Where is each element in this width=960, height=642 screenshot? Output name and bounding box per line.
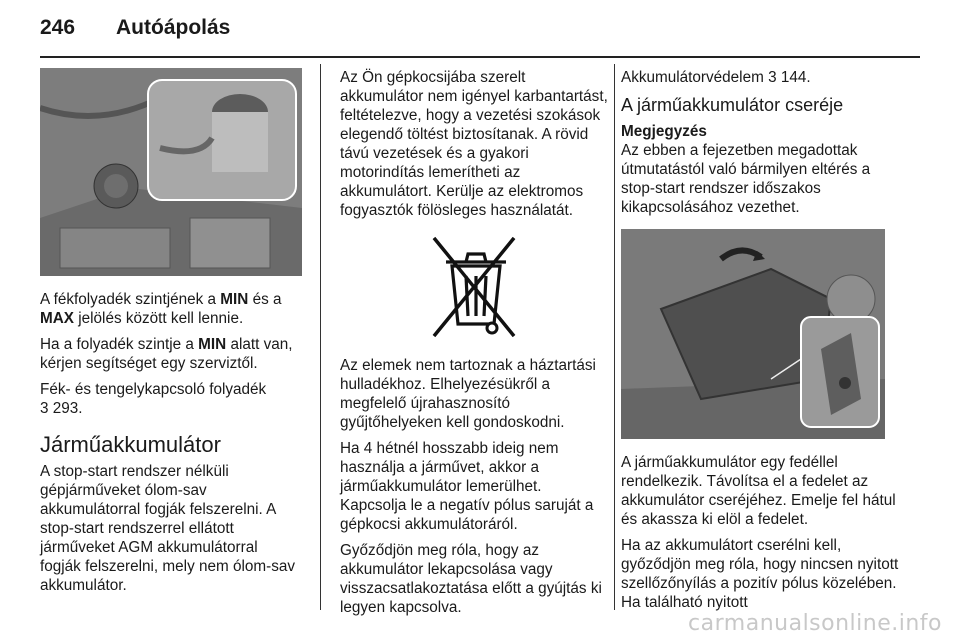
battery-disposal-text: Az elemek nem tartoznak a háztartási hulladékhoz. Elhelyezésükről a megfelelő újrahasznosító gyűjtőhelyeken kell gondoskodni. (340, 357, 596, 431)
column-divider-right (614, 64, 615, 610)
page-header (40, 16, 920, 46)
page-ref-icon: 3 (768, 69, 777, 86)
column-3 (621, 68, 903, 619)
battery-ignition-text: Győződjön meg róla, hogy az akkumulátor lekapcsolása vagy visszacsatlakoztatása előtt a gyújtás ki legyen kapcsolva. (340, 542, 602, 616)
column-1 (40, 68, 302, 602)
page-ref-icon: 3 (40, 400, 49, 417)
page-ref-link[interactable]: 293. (52, 400, 83, 417)
note-label: Megjegyzés (621, 123, 707, 140)
page-ref-link[interactable]: 144. (780, 69, 811, 86)
battery-disconnect-text: Kapcsolja le a negatív pólus saruját a gépkocsi akkumulátoráról. (340, 497, 594, 533)
note-text: Az ebben a fejezetben megadottak útmutatástól való bármilyen eltérés a stop-start rendszer időszakos kikapcsolásához vezethet. (621, 142, 871, 216)
crossed-out-wheelie-bin-icon (428, 232, 520, 342)
battery-protection-reference: Akkumulátorvédelem 3 144. (621, 69, 811, 86)
page-number: 246 (40, 16, 76, 39)
column-divider-left (320, 64, 321, 610)
watermark: carmanualsonline.info (688, 611, 942, 636)
brake-fluid-reservoir-image (40, 68, 302, 276)
section-heading-battery: Járműakkumulátor (40, 432, 221, 457)
header-rule (40, 56, 920, 58)
brake-fluid-level-text: A fékfolyadék szintjének a MIN és a MAX jelölés között kell lennie. (40, 291, 282, 327)
page-title: Autóápolás (116, 16, 231, 39)
brake-fluid-reference: Fék- és tengelykapcsoló folyadék 3 293. (40, 381, 267, 417)
battery-replacement-vent-text: Ha az akkumulátort cserélni kell, győződjön meg róla, hogy nincsen nyitott szellőzőnyílás a pozitív pólus közelében. Ha található nyitott (621, 537, 899, 611)
battery-storage-text: Ha 4 hétnél hosszabb ideig nem használja a járművet, akkor a járműakkumulátor lemerülhet. (340, 440, 559, 495)
battery-type-text: A stop-start rendszer nélküli gépjárműveket ólom-sav akkumulátorral fogják felszerelni. A stop-start rendszerrel ellátott járműveket AGM akkumulátorral fogják felszerelni, mely nem ólom-sav akkumulátor. (40, 463, 296, 594)
battery-cover-image (621, 229, 885, 439)
column-2 (340, 68, 608, 624)
brake-fluid-low-text: Ha a folyadék szintje a MIN alatt van, kérjen segítséget egy szerviztől. (40, 336, 293, 372)
battery-cover-text: A járműakkumulátor egy fedéllel rendelkezik. Távolítsa el a fedelet az akkumulátor cseréjéhez. Emelje fel hátul és akassza ki elöl a fedelet. (621, 454, 896, 528)
battery-maintenance-text: Az Ön gépkocsijába szerelt akkumulátor nem igényel karbantartást, feltételezve, hogy a vezetési szokások elegendő töltést biztosítanak. A rövid távú vezetések és a gyakori motorindítás lemerítheti az akkumulátort. Kerülje az elektromos fogyasztók fölösleges használatát. (340, 69, 608, 219)
note-box (621, 122, 903, 217)
section-heading-battery-replacement: A járműakkumulátor cseréje (621, 95, 844, 115)
